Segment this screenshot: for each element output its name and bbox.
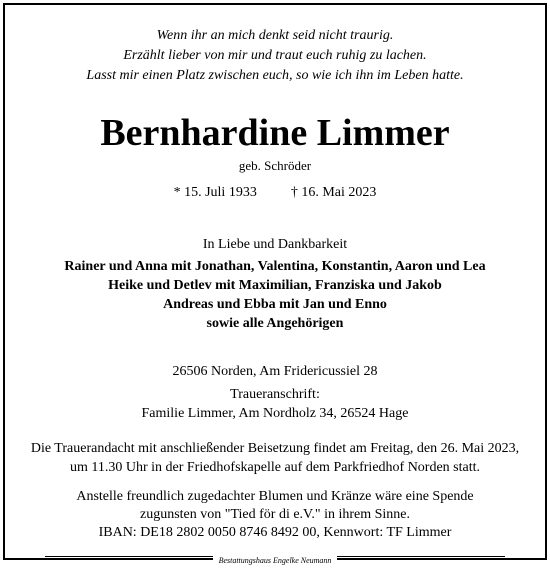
funeral-home-credit: Bestattungshaus Engelke Neumann [213,555,338,567]
mourners-list [5,257,545,333]
deceased-name: Bernhardine Limmer [100,112,450,154]
mourner-line: sowie alle Angehörigen [206,316,344,331]
mourning-address-label: Traueranschrift: [230,387,320,402]
donation-line: zugunsten von "Tied för di e.V." in ihrem Sinne. [139,507,411,522]
funeral-home-footer [5,550,545,565]
life-dates [5,184,545,202]
obituary-notice [3,3,547,565]
poem-line: Erzählt lieber von mir und traut euch ruhig zu lachen. [123,48,427,63]
mourning-address [5,385,545,423]
memorial-poem [5,26,545,86]
death-date: † 16. Mai 2023 [290,185,377,200]
donation-iban: IBAN: DE18 2802 0050 8746 8492 00, Kennwort: TF Limmer [98,525,452,540]
mourners-intro: In Liebe und Dankbarkeit [202,237,348,252]
donation-info [5,488,545,542]
funeral-service-info [5,439,545,477]
mourner-line: Rainer und Anna mit Jonathan, Valentina, Konstantin, Aaron und Lea [64,259,486,274]
service-line: um 11.30 Uhr in der Friedhofskapelle auf dem Parkfriedhof Norden statt. [69,460,481,475]
birth-date: * 15. Juli 1933 [173,185,257,200]
family-address: 26506 Norden, Am Fridericussiel 28 [172,364,378,379]
poem-line: Lasst mir einen Platz zwischen euch, so wie ich ihn im Leben hatte. [86,68,464,83]
maiden-name: geb. Schröder [238,158,312,173]
poem-line: Wenn ihr an mich denkt seid nicht traurig. [156,28,394,43]
mourner-line: Andreas und Ebba mit Jan und Enno [163,297,387,312]
mourner-line: Heike und Detlev mit Maximilian, Franziska und Jakob [108,278,442,293]
donation-line: Anstelle freundlich zugedachter Blumen und Kränze wäre eine Spende [76,489,474,504]
mourning-address-line: Familie Limmer, Am Nordholz 34, 26524 Hage [141,406,409,421]
service-line: Die Trauerandacht mit anschließender Beisetzung findet am Freitag, den 26. Mai 2023, [30,441,520,456]
